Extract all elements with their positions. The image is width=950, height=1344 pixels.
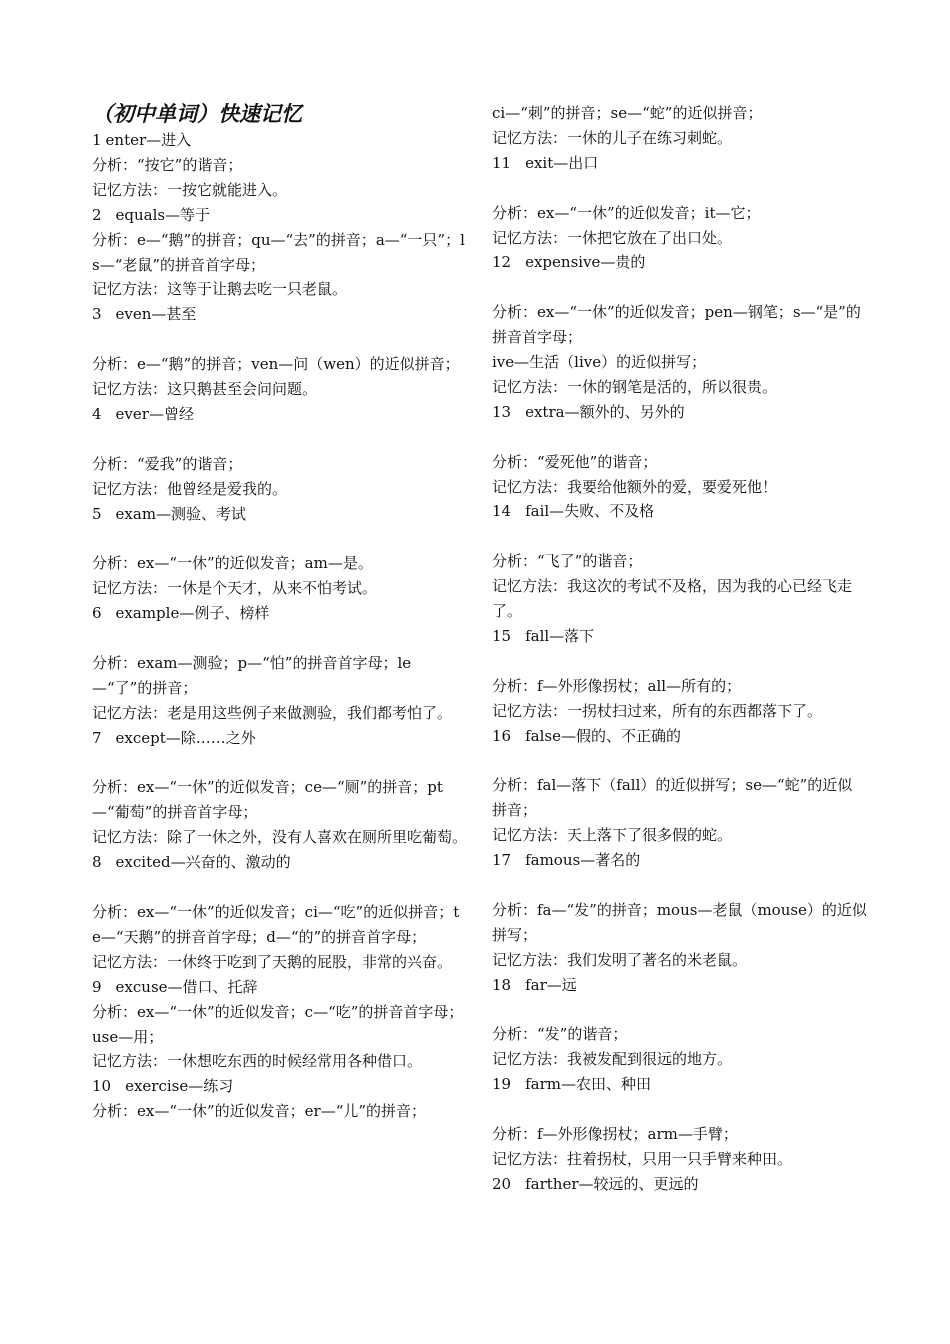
word-entry-heading <box>92 601 467 626</box>
blank-line <box>92 526 467 551</box>
entry-text-line: 分析：ex—“一休”的近似发音；c—“吃”的拼音首字母；use—用； <box>92 1002 464 1046</box>
blank-line <box>92 427 467 452</box>
entry-number: 9 <box>92 977 102 996</box>
word-entry-heading <box>92 726 467 751</box>
entry-number: 7 <box>92 728 102 747</box>
entry-word: except—除……之外 <box>115 728 256 747</box>
entry-text-line: 分析：ex—“一休”的近似发音；it—它； <box>492 203 761 222</box>
blank-line <box>492 524 867 549</box>
entry-word: even—甚至 <box>115 305 197 324</box>
blank-line <box>492 998 867 1023</box>
entry-text-line: 记忆方法：一休是个天才，从来不怕考试。 <box>92 579 378 598</box>
entry-text-line: 记忆方法：一休的儿子在练习刺蛇。 <box>492 128 733 147</box>
entry-word: excuse—借口、托辞 <box>115 977 258 996</box>
entry-text-line: 分析：f—外形像拐杖；arm—手臂； <box>492 1125 738 1144</box>
entry-text-line: 记忆方法：一拐杖扫过来，所有的东西都落下了。 <box>492 701 823 720</box>
entry-text-line: 记忆方法：我这次的考试不及格，因为我的心已经飞走了。 <box>492 577 853 621</box>
blank-line <box>92 626 467 651</box>
entry-number: 14 <box>492 502 512 521</box>
entry-text-line: 记忆方法：我要给他额外的爱，要爱死他！ <box>492 477 778 496</box>
blank-line <box>492 1097 867 1122</box>
word-entry-heading <box>492 400 867 425</box>
entry-number: 12 <box>492 253 512 272</box>
entry-number: 10 <box>92 1077 112 1096</box>
entry-number: 1 <box>92 131 102 149</box>
entry-text-line: 记忆方法：一休的钢笔是活的，所以很贵。 <box>492 377 778 396</box>
entry-text-line: 分析：e—“鹅”的拼音；qu—“去”的拼音；a—“一只”；ls—“老鼠”的拼音首字母； <box>92 230 465 274</box>
right-column <box>492 101 867 1197</box>
blank-line <box>92 751 467 776</box>
entry-text-line: 分析：fa—“发”的拼音；mous—老鼠（mouse）的近似拼写； <box>492 900 867 944</box>
entry-number: 2 <box>92 205 102 224</box>
word-entry-heading <box>492 250 867 275</box>
entry-text-line: ci—“刺”的拼音；se—“蛇”的近似拼音； <box>492 104 763 122</box>
word-entry-heading <box>92 203 467 228</box>
entry-number: 17 <box>492 851 512 870</box>
word-entry-heading <box>92 302 467 327</box>
entry-number: 11 <box>492 153 512 172</box>
entry-text-line: 分析：e—“鹅”的拼音；ven—问（wen）的近似拼音； <box>92 355 460 374</box>
word-entry-heading <box>492 499 867 524</box>
entry-text-line: 分析：“发”的谐音； <box>492 1025 628 1044</box>
word-entry-heading <box>92 1074 467 1099</box>
word-entry-heading <box>492 724 867 749</box>
blank-line <box>492 748 867 773</box>
entry-text-line: ive—生活（live）的近似拼写； <box>492 353 707 372</box>
word-entry-heading <box>492 848 867 873</box>
document-title: （初中单词）快速记忆 <box>92 101 302 126</box>
entry-text-line: 记忆方法：除了一休之外，没有人喜欢在厕所里吃葡萄。 <box>92 828 468 847</box>
entry-number: 4 <box>92 404 102 423</box>
entry-text-line: 记忆方法：这等于让鹅去吃一只老鼠。 <box>92 280 348 299</box>
entry-text-line: 分析：exam—测验；p—“怕”的拼音首字母；le—“了”的拼音； <box>92 653 412 697</box>
word-entry-heading <box>492 973 867 998</box>
entry-number: 15 <box>492 626 512 645</box>
entry-text-line: 记忆方法：我们发明了著名的米老鼠。 <box>492 950 748 969</box>
entry-word: excited—兴奋的、激动的 <box>115 853 291 872</box>
left-column <box>92 101 467 1124</box>
word-entry-heading <box>92 975 467 1000</box>
entry-text-line: 分析：ex—“一休”的近似发音；er—“儿”的拼音； <box>92 1102 427 1121</box>
entry-number: 8 <box>92 853 102 872</box>
entry-word: example—例子、榜样 <box>115 604 270 623</box>
entry-text-line: 分析：ex—“一休”的近似发音；pen—钢笔；s—“是”的拼音首字母； <box>492 303 861 347</box>
entry-text-line: 分析：“爱我”的谐音； <box>92 454 243 473</box>
blank-line <box>492 873 867 898</box>
entry-text-line: 分析：“爱死他”的谐音； <box>492 452 658 471</box>
entry-number: 16 <box>492 726 512 745</box>
entry-text-line: 分析：ex—“一休”的近似发音；ci—“吃”的近似拼音；te—“天鹅”的拼音首字母；d—“的”的拼音首字母； <box>92 903 460 946</box>
entry-word: farther—较远的、更远的 <box>525 1174 699 1193</box>
entry-number: 20 <box>492 1174 512 1193</box>
entry-text-line: 记忆方法：我被发配到很远的地方。 <box>492 1050 733 1069</box>
entry-word: famous—著名的 <box>525 851 641 870</box>
entry-text-line: 记忆方法：拄着拐杖，只用一只手臂来种田。 <box>492 1149 793 1168</box>
entry-text-line: 记忆方法：天上落下了很多假的蛇。 <box>492 826 733 845</box>
word-entry-heading <box>492 1072 867 1097</box>
entry-word: fall—落下 <box>525 626 595 645</box>
word-entry-heading <box>492 151 867 176</box>
blank-line <box>92 327 467 352</box>
word-entry-heading <box>492 1172 867 1197</box>
entry-text-line: 分析：“飞了”的谐音； <box>492 552 643 571</box>
entry-number: 6 <box>92 604 102 623</box>
word-entry-heading <box>92 128 467 153</box>
entry-text-line: 记忆方法：一按它就能进入。 <box>92 180 288 199</box>
blank-line <box>492 649 867 674</box>
blank-line <box>92 875 467 900</box>
entry-word: farm—农田、种田 <box>525 1075 651 1094</box>
word-entry-heading <box>492 624 867 649</box>
entry-text-line: 分析：fal—落下（fall）的近似拼写；se—“蛇”的近似拼音； <box>492 776 853 820</box>
blank-line <box>492 176 867 201</box>
entry-number: 18 <box>492 975 512 994</box>
entry-text-line: 记忆方法：他曾经是爱我的。 <box>92 479 288 498</box>
entry-number: 3 <box>92 305 102 324</box>
entry-word: ever—曾经 <box>115 404 194 423</box>
entry-word: exam—测验、考试 <box>115 504 247 523</box>
entry-word: enter—进入 <box>105 131 192 149</box>
blank-line <box>492 425 867 450</box>
entry-number: 13 <box>492 402 512 421</box>
entry-word: false—假的、不正确的 <box>525 726 681 745</box>
blank-line <box>492 275 867 300</box>
entry-word: exit—出口 <box>525 153 599 172</box>
entry-text-line: 分析：f—外形像拐杖；all—所有的； <box>492 676 742 695</box>
word-entry-heading <box>92 402 467 427</box>
word-entry-heading <box>92 850 467 875</box>
entry-text-line: 分析：ex—“一休”的近似发音；am—是。 <box>92 554 373 573</box>
entry-word: extra—额外的、另外的 <box>525 402 685 421</box>
entry-text-line: 记忆方法：老是用这些例子来做测验，我们都考怕了。 <box>92 703 453 722</box>
entry-text-line: 记忆方法：一休终于吃到了天鹅的屁股，非常的兴奋。 <box>92 952 453 971</box>
entry-text-line: 记忆方法：这只鹅甚至会问问题。 <box>92 380 318 399</box>
entry-word: expensive—贵的 <box>525 253 646 272</box>
entry-number: 19 <box>492 1075 512 1094</box>
entry-text-line: 记忆方法：一休把它放在了出口处。 <box>492 228 733 247</box>
entry-text-line: 分析：“按它”的谐音； <box>92 155 243 174</box>
entry-word: far—远 <box>525 975 577 994</box>
entry-word: exercise—练习 <box>125 1077 234 1096</box>
entry-word: equals—等于 <box>115 205 211 224</box>
entry-number: 5 <box>92 504 102 523</box>
entry-text-line: 分析：ex—“一休”的近似发音；ce—“厕”的拼音；pt—“葡萄”的拼音首字母； <box>92 778 443 822</box>
entry-word: fail—失败、不及格 <box>525 502 655 521</box>
word-entry-heading <box>92 502 467 527</box>
entry-text-line: 记忆方法：一休想吃东西的时候经常用各种借口。 <box>92 1052 423 1071</box>
